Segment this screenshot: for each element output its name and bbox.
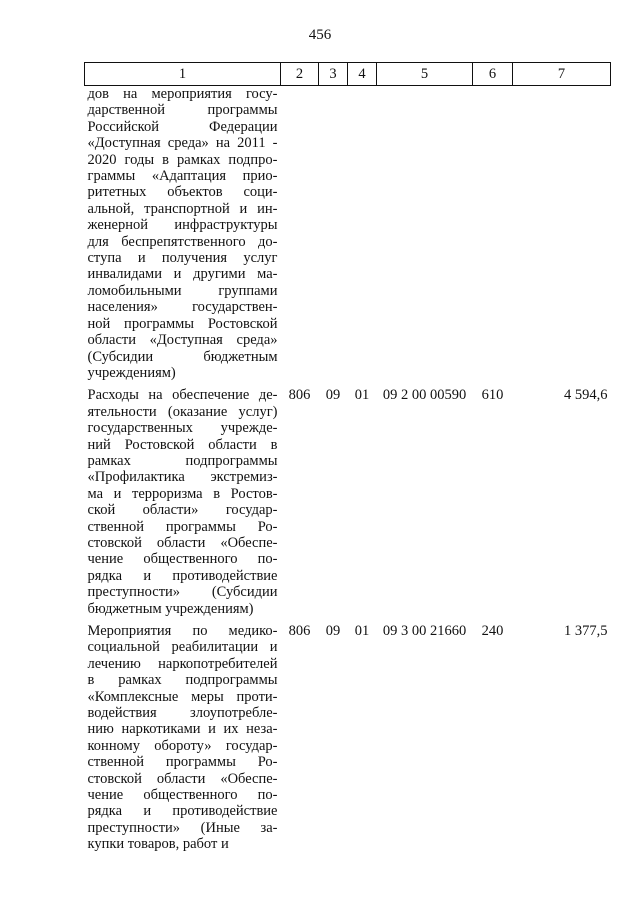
description-line: ступа и получения услуг — [87, 250, 278, 267]
description-line: рядка и противодействие — [87, 803, 278, 820]
description-line: Мероприятия по медико- — [87, 623, 278, 639]
description-line: ной программы Ростовской — [87, 315, 278, 332]
description-line: государственных учрежде- — [87, 420, 278, 437]
description-line: ма и терроризма в Ростов- — [87, 485, 278, 502]
header-row — [85, 63, 611, 86]
table-header — [85, 63, 611, 86]
description-line: инвалидами и другими ма- — [87, 266, 278, 283]
description-line: для беспрепятственного до- — [87, 233, 278, 250]
description-line: ственной программы Ро- — [87, 754, 278, 771]
description-line: учреждениям) — [87, 364, 176, 381]
header-col-2: 2 — [281, 63, 319, 86]
header-col-5: 5 — [377, 63, 473, 86]
description-line: «Профилактика экстремиз- — [87, 469, 278, 486]
description-line: области «Доступная среда» — [87, 332, 278, 349]
row-ministry-code: 806 — [288, 387, 311, 404]
description-line: дарственной программы — [87, 102, 278, 119]
description-line: Расходы на обеспечение де- — [87, 387, 278, 404]
description-line: социальной реабилитации и — [87, 639, 278, 656]
description-line: бюджетным учреждениям) — [87, 600, 254, 617]
header-col-3: 3 — [319, 63, 348, 86]
description-line: рядка и противодействие — [87, 567, 278, 584]
row-subsection-code: 01 — [354, 623, 370, 639]
description-line: населения» государствен- — [87, 299, 278, 316]
description-line: стовской области «Обеспе- — [87, 534, 278, 551]
row-section-code — [319, 86, 348, 388]
description-line: 2020 годы в рамках подпро- — [87, 151, 278, 168]
description-line: стовской области «Обеспе- — [87, 770, 278, 787]
table-row — [85, 86, 611, 388]
description-line: ственной программы Ро- — [87, 518, 278, 535]
table-row — [85, 623, 611, 859]
description-line: конному обороту» государ- — [87, 737, 278, 754]
row-amount — [513, 86, 611, 388]
description-line: чение общественного по- — [87, 787, 278, 804]
header-col-6: 6 — [473, 63, 513, 86]
row-amount: 4 594,6 — [564, 387, 608, 404]
description-line: ритетных объектов соци- — [87, 184, 278, 201]
description-line: лечению наркопотребителей — [87, 655, 278, 672]
description-line: ний Ростовской области в — [87, 436, 278, 453]
row-expense-type: 240 — [481, 623, 504, 639]
row-ministry-code: 806 — [288, 623, 311, 639]
description-line: преступности» (Иные за- — [87, 819, 278, 836]
description-line: дов на мероприятия госу- — [87, 86, 278, 102]
row-amount: 1 377,5 — [564, 623, 608, 639]
row-description — [85, 623, 281, 859]
table-body — [85, 86, 611, 859]
row-section-code: 09 — [325, 387, 341, 404]
row-subsection-code — [348, 86, 377, 388]
row-expense-type — [473, 86, 513, 388]
table-row — [85, 387, 611, 623]
row-subsection-code: 01 — [354, 387, 370, 404]
description-line: (Субсидии бюджетным — [87, 348, 278, 365]
description-line: «Комплексные меры проти- — [87, 688, 278, 705]
description-line: водействия злоупотребле- — [87, 705, 278, 722]
description-line: преступности» (Субсидии — [87, 584, 278, 601]
page-number: 456 — [308, 27, 332, 43]
row-target-article: 09 2 00 00590 — [382, 387, 467, 404]
budget-table — [84, 62, 611, 859]
description-line: граммы «Адаптация прио- — [87, 168, 278, 185]
description-line: женерной инфраструктуры — [87, 217, 278, 234]
header-col-4: 4 — [348, 63, 377, 86]
description-line: ской области» государ- — [87, 502, 278, 519]
description-line: купки товаров, работ и — [87, 836, 229, 853]
header-col-7: 7 — [513, 63, 611, 86]
description-line: Российской Федерации — [87, 118, 278, 135]
row-description — [85, 387, 281, 623]
description-line: ятельности (оказание услуг) — [87, 403, 278, 420]
row-ministry-code — [281, 86, 319, 388]
description-line: ломобильными группами — [87, 282, 278, 299]
description-line: рамках подпрограммы — [87, 452, 278, 469]
row-section-code: 09 — [325, 623, 341, 639]
row-expense-type: 610 — [481, 387, 504, 404]
description-line: нию наркотиками и их неза- — [87, 721, 278, 738]
description-line: чение общественного по- — [87, 551, 278, 568]
header-col-1: 1 — [85, 63, 281, 86]
description-line: «Доступная среда» на 2011 - — [87, 135, 278, 152]
row-description — [85, 86, 281, 388]
description-line: в рамках подпрограммы — [87, 672, 278, 689]
description-line: альной, транспортной и ин- — [87, 200, 278, 217]
row-target-article — [377, 86, 473, 388]
row-target-article: 09 3 00 21660 — [382, 623, 467, 639]
